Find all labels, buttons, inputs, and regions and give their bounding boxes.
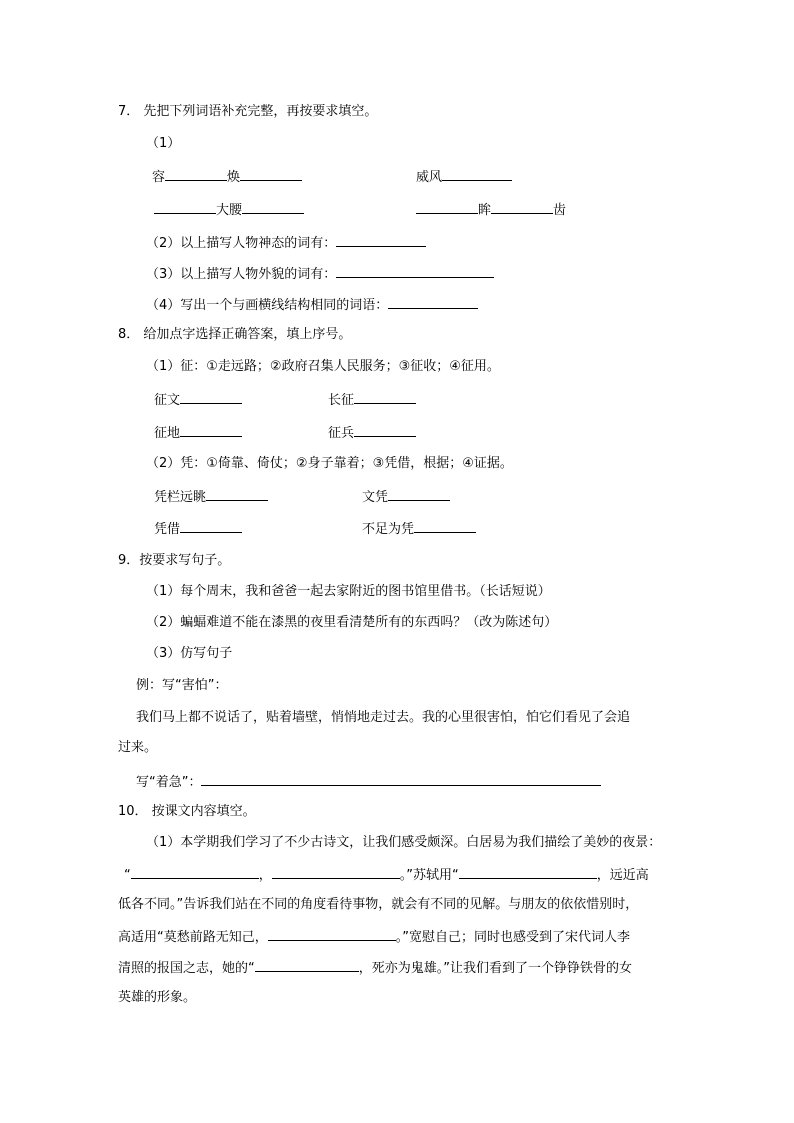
q8-item-b (328, 389, 416, 411)
answer-blank[interactable] (180, 422, 242, 437)
q7-word3: 大腰 (216, 203, 243, 218)
answer-blank[interactable] (459, 864, 597, 879)
q8-item-c (154, 422, 242, 444)
answer-blank[interactable] (165, 166, 227, 181)
q9-title: 9．按要求写句子。 (118, 553, 231, 568)
q9-sub1: （1）每个周末，我和爸爸一起去家附近的图书馆里借书。（长话短说） (146, 584, 551, 599)
q10-line3: 低各不同。”告诉我们站在不同的角度看待事物，就会有不同的见解。与朋友的依依惜别时， (118, 897, 639, 912)
q8-item-f (362, 486, 450, 508)
q7-word4a: 眸 (478, 203, 492, 218)
q8-item-e (154, 486, 268, 508)
answer-blank[interactable] (416, 199, 478, 214)
q7-sub2 (146, 232, 426, 254)
q9-write-label: 写“着急”： (136, 775, 202, 790)
q8-item-h (362, 518, 476, 540)
answer-blank[interactable] (336, 232, 426, 247)
q10-line2 (124, 864, 649, 886)
q10-line4 (118, 926, 630, 948)
q8-item-g (154, 518, 242, 540)
answer-blank[interactable] (414, 518, 476, 533)
answer-blank[interactable] (491, 199, 553, 214)
q9-sub3: （3）仿写句子 (146, 646, 233, 661)
q10-text: 。”宽慰自己；同时也感受到了宋代词人李 (395, 930, 630, 945)
q7-sub3-text: （3）以上描写人物外貌的词有： (146, 267, 337, 282)
answer-blank[interactable] (442, 166, 512, 181)
answer-blank[interactable] (336, 263, 494, 278)
q8-sub2: （2）凭：①倚靠、倚仗；②身子靠着；③凭借，根据；④证据。 (146, 456, 513, 471)
q10-text: ， (258, 868, 272, 883)
answer-blank[interactable] (268, 926, 396, 941)
q7-row1-left (152, 166, 302, 188)
q10-text: ，远近高 (596, 868, 649, 883)
q7-row2-left (154, 199, 304, 221)
q7-sub1: （1） (146, 136, 181, 151)
answer-blank[interactable] (354, 422, 416, 437)
q7-sub3 (146, 263, 494, 285)
answer-blank[interactable] (180, 389, 242, 404)
q10-text: ，死亦为鬼雄。”让我们看到了一个铮铮铁骨的女 (358, 961, 632, 976)
q8-word: 征地 (154, 426, 181, 441)
q10-text: 高适用“莫愁前路无知己， (118, 930, 268, 945)
q7-word2: 威风 (416, 170, 443, 185)
q9-example-line1: 我们马上都不说话了，贴着墙壁，悄悄地走过去。我的心里很害怕，怕它们看见了会追 (136, 710, 631, 725)
q10-line5 (118, 957, 632, 979)
q10-text: 清照的报国之志，她的“ (118, 961, 255, 976)
answer-blank[interactable] (272, 864, 400, 879)
q8-word: 不足为凭 (362, 522, 415, 537)
q7-sub4 (146, 294, 478, 316)
q8-word: 长征 (328, 393, 355, 408)
q8-title: 8． 给加点字选择正确答案，填上序号。 (118, 327, 352, 342)
q7-row2-right (416, 199, 566, 221)
answer-blank[interactable] (131, 864, 259, 879)
q9-write (136, 771, 601, 793)
q8-word: 文凭 (362, 490, 389, 505)
q10-text: “ (124, 868, 131, 883)
q10-title: 10． 按课文内容填空。 (118, 804, 256, 819)
q9-example-line2: 过来。 (118, 740, 158, 755)
answer-blank[interactable] (388, 486, 450, 501)
q8-item-a (154, 389, 242, 411)
answer-blank[interactable] (354, 389, 416, 404)
answer-blank[interactable] (180, 518, 242, 533)
q7-title: 7． 先把下列词语补充完整，再按要求填空。 (118, 104, 378, 119)
answer-blank[interactable] (242, 199, 304, 214)
q7-word4b: 齿 (553, 203, 567, 218)
q7-row1-right (416, 166, 512, 188)
q7-word1a: 容 (152, 170, 166, 185)
q10-line6: 英雄的形象。 (118, 990, 197, 1005)
q8-word: 征文 (154, 393, 181, 408)
answer-blank[interactable] (240, 166, 302, 181)
q9-example-label: 例：写“害怕”： (136, 678, 228, 693)
q8-item-d (328, 422, 416, 444)
answer-blank[interactable] (255, 957, 359, 972)
q8-sub1: （1）征：①走远路；②政府召集人民服务；③征收；④征用。 (146, 359, 500, 374)
q9-sub2: （2）蝙蝠难道不能在漆黑的夜里看清楚所有的东西吗？（改为陈述句） (146, 615, 558, 630)
q7-word1b: 焕 (227, 170, 241, 185)
answer-blank[interactable] (154, 199, 216, 214)
q7-sub4-text: （4）写出一个与画横线结构相同的词语： (146, 298, 389, 313)
q7-sub2-text: （2）以上描写人物神态的词有： (146, 236, 337, 251)
q10-text: 。”苏轼用“ (399, 868, 459, 883)
q8-word: 凭借 (154, 522, 181, 537)
q8-word: 凭栏远眺 (154, 490, 207, 505)
answer-blank[interactable] (201, 771, 601, 786)
answer-blank[interactable] (388, 294, 478, 309)
q8-word: 征兵 (328, 426, 355, 441)
q10-line1: （1）本学期我们学习了不少古诗文，让我们感受颇深。白居易为我们描绘了美妙的夜景： (146, 835, 662, 850)
answer-blank[interactable] (206, 486, 268, 501)
